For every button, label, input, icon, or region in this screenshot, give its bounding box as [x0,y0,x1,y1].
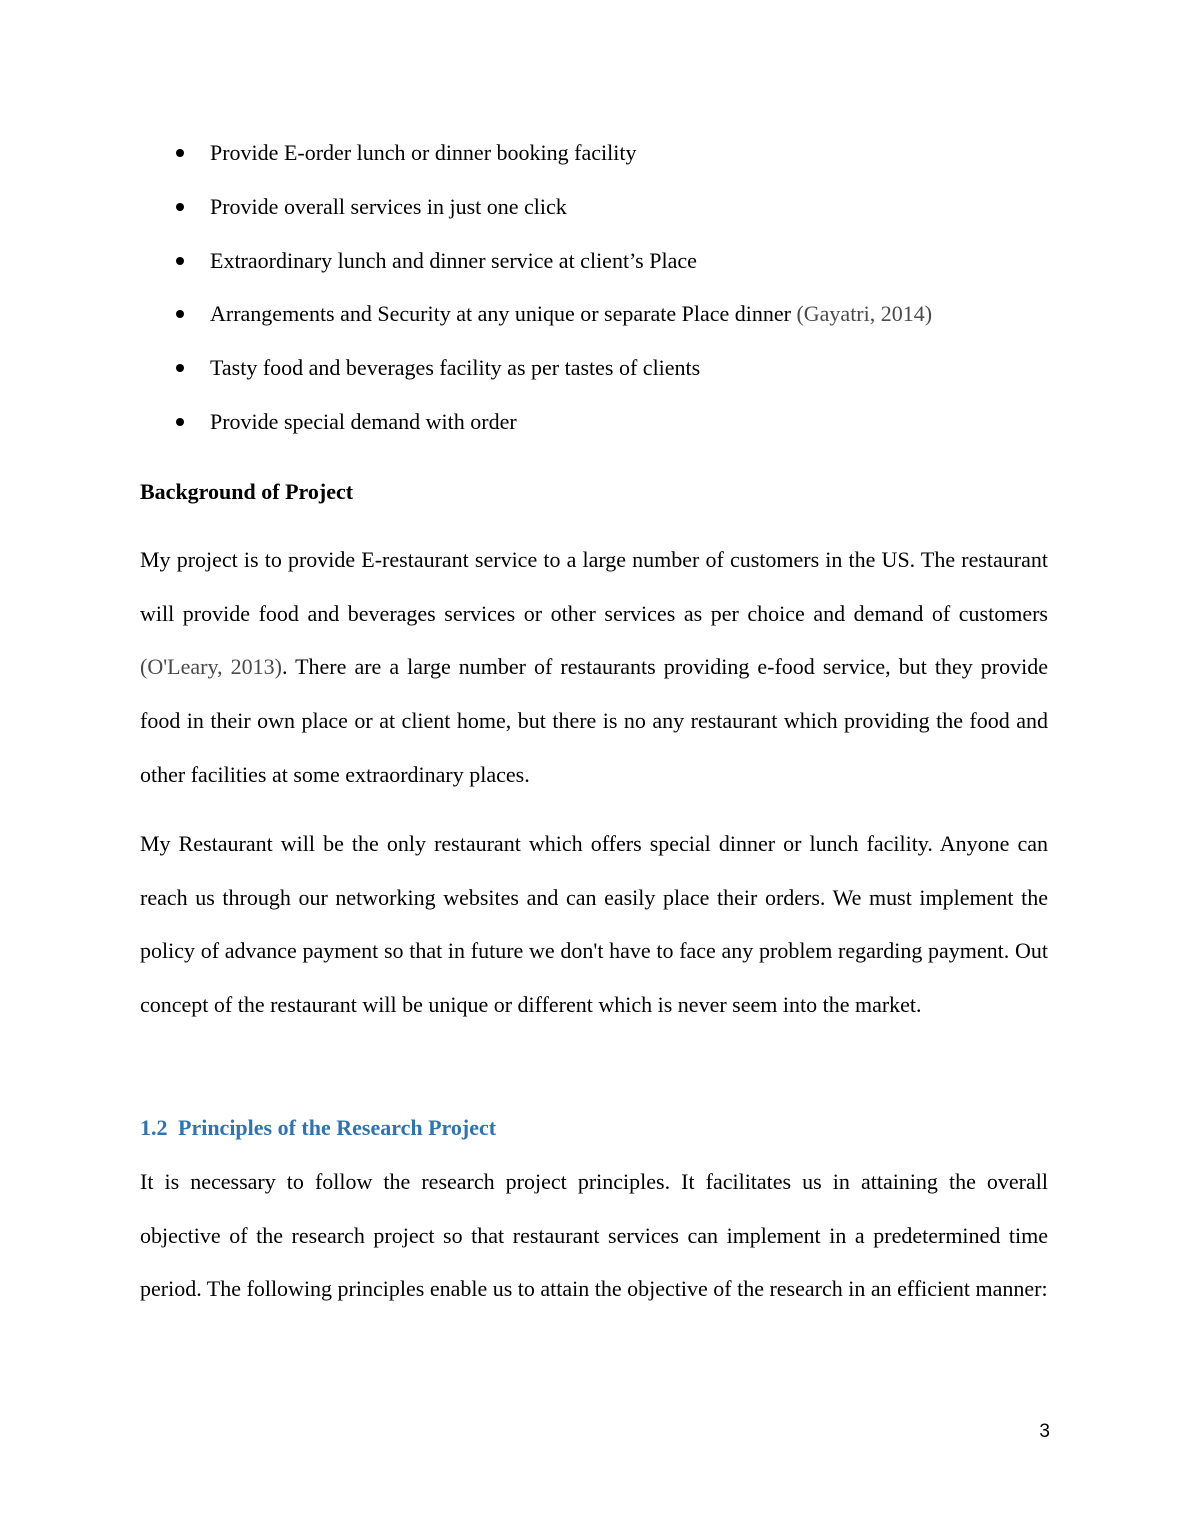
citation: (Gayatri, 2014) [796,301,933,327]
page-number: 3 [1039,1421,1050,1442]
citation: (O'Leary, 2013) [140,654,282,680]
list-item [140,180,1050,234]
bullet-icon [176,310,184,318]
list-item-text: Extraordinary lunch and dinner service at client’s Place [210,247,697,273]
section-number: 1.2 [140,1115,168,1140]
list-item-text: Tasty food and beverages facility as per tastes of clients [210,355,701,381]
list-item [140,341,1050,395]
list-item [140,234,1050,288]
paragraph-text: . There are a large number of restaurants providing e-food service, but they provide food in their own place or at client home, but there is no any restaurant which providing the food and other facilities at some extraordinary places. [140,654,1048,787]
section-heading [140,1106,496,1150]
list-item-text: Provide overall services in just one click [210,193,567,219]
bullet-icon [176,364,184,372]
bullet-icon [176,203,184,211]
paragraph-text: My project is to provide E-restaurant service to a large number of customers in the US. The restaurant will provide food and beverages services or other services as per choice and demand of customers [140,547,1048,626]
background-heading: Background of Project [140,479,354,504]
section-paragraph: It is necessary to follow the research project principles. It facilitates us in attaining the overall objective of the research project so that restaurant services can implement in a predetermined time period. The following principles enable us to attain the objective of the research in an efficient manner: [140,1169,1048,1302]
background-paragraph-2: My Restaurant will be the only restaurant which offers special dinner or lunch facility. Anyone can reach us through our networking websites and can easily place their orders. We must implement the policy of advance payment so that in future we don't have to face any problem regarding payment. Out concept of the restaurant will be unique or different which is never seem into the market. [140,831,1048,1018]
list-item-text: Provide E-order lunch or dinner booking facility [210,140,637,165]
bullet-icon [176,257,184,265]
list-item [140,126,1050,180]
bullet-icon [176,418,184,426]
list-item-text: Provide special demand with order [210,408,517,434]
bullet-list [140,126,1050,449]
bullet-icon [176,149,184,157]
list-item-text: Arrangements and Security at any unique or separate Place dinner [210,301,797,327]
background-paragraph-1 [140,533,1048,802]
list-item [140,395,1050,449]
section-title: Principles of the Research Project [178,1115,497,1140]
list-item [140,287,1050,341]
